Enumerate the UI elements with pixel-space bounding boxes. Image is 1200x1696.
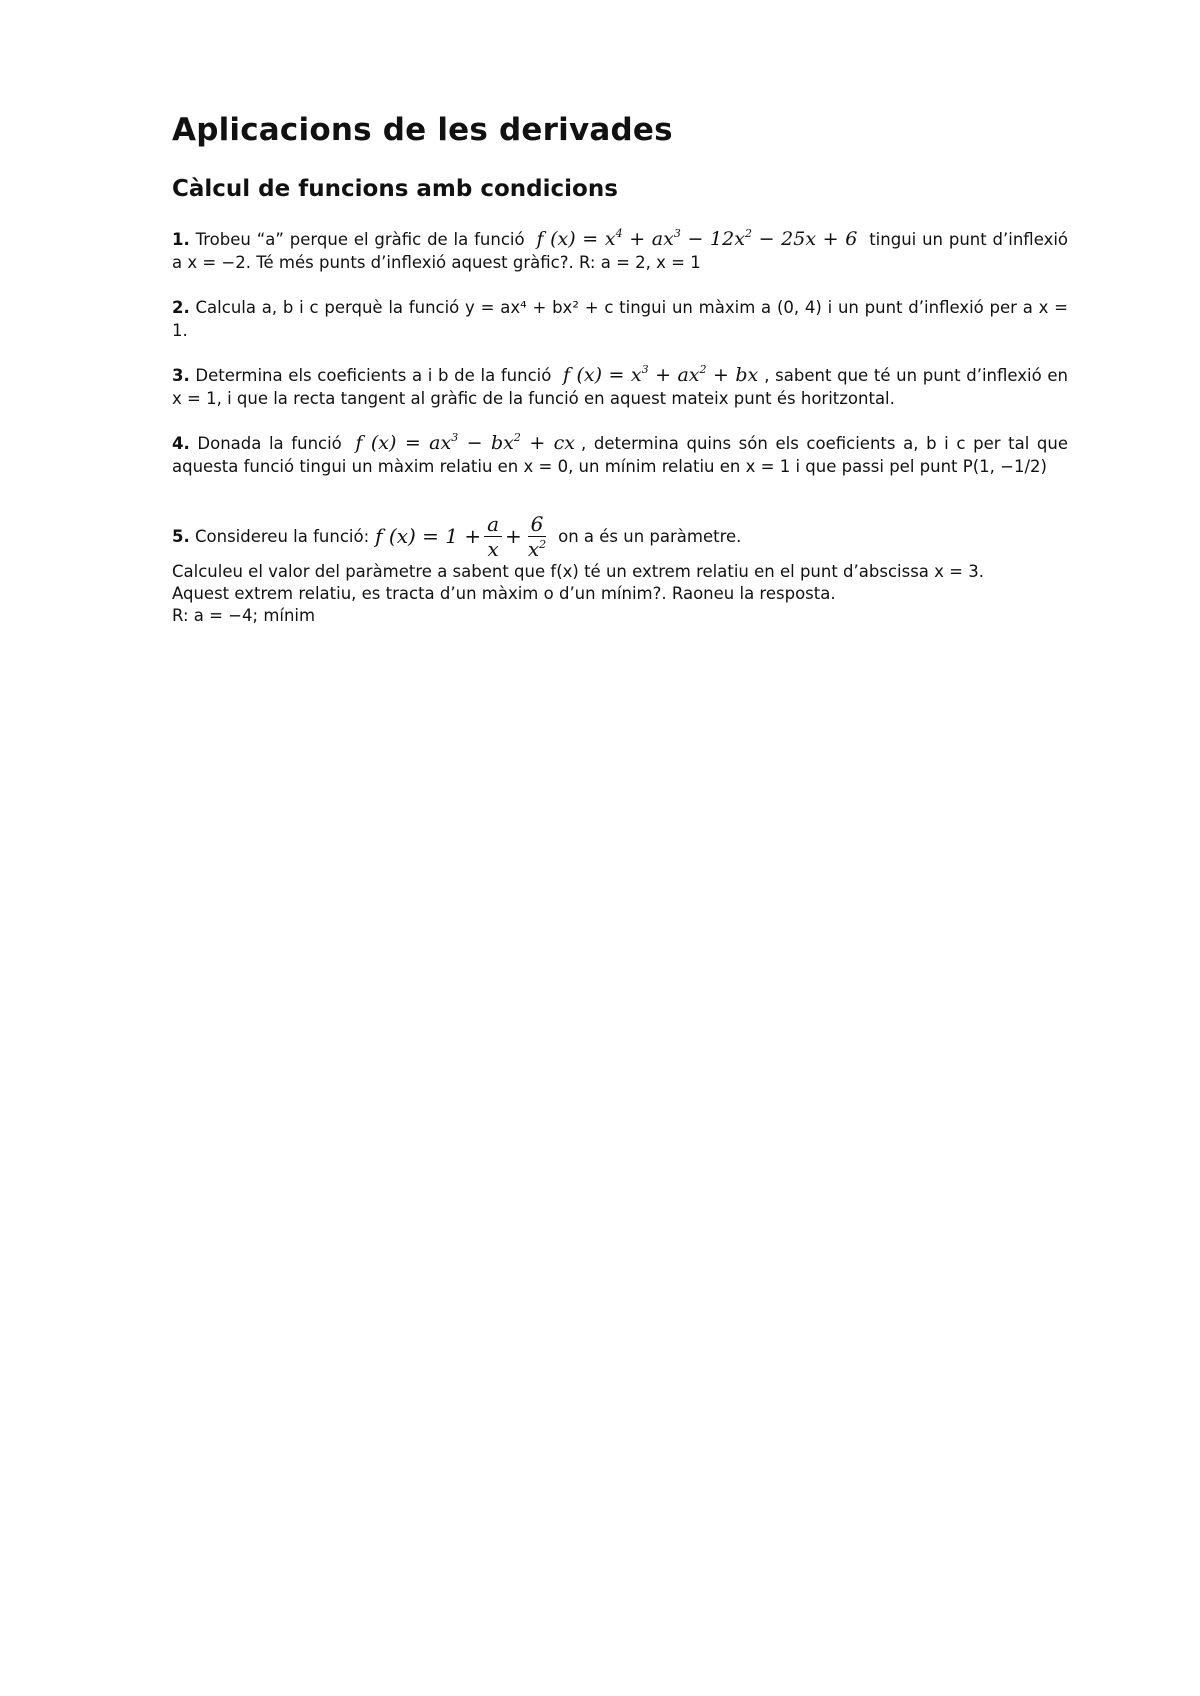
problem-text: Determina els coeficients a i b de la funció (195, 366, 552, 385)
problem-5-line-2: Aquest extrem relatiu, es tracta d’un màxim o d’un mínim?. Raoneu la resposta. (172, 584, 836, 603)
problem-number: 3. (172, 366, 190, 385)
problem-5-line-1: Calculeu el valor del paràmetre a sabent que f(x) té un extrem relatiu en el punt d’abscissa x = 3. (172, 562, 984, 581)
problem-2 (172, 296, 1068, 342)
page-title: Aplicacions de les derivades (172, 112, 673, 148)
section-subtitle: Càlcul de funcions amb condicions (172, 176, 618, 202)
formula: f (x) = 1 + $\frac{a}{x}$ + $\frac{6}{x^2}$ (369, 512, 558, 561)
problem-5 (172, 512, 1068, 561)
problem-number: 5. (172, 527, 190, 546)
problem-text: Donada la funció (197, 434, 342, 453)
problem-text: , sabent que té un punt d’inflexió en x = 1, i que la recta tangent al gràfic de la funció en aquest mateix punt és horitzontal. (172, 366, 1068, 408)
problem-number: 4. (172, 434, 190, 453)
problem-5-answer: R: a = −4; mínim (172, 606, 316, 625)
fraction-6-over-x2: $\frac{6}{x^2}$ (527, 512, 547, 561)
problem-text: Considereu la funció: (195, 527, 370, 546)
fraction-a-over-x: $\frac{a}{x}$ (484, 512, 502, 561)
formula: f $(x) = x^3 + ax^2$ + bx (563, 363, 759, 386)
problem-number: 1. (172, 230, 190, 249)
problem-1 (172, 228, 1068, 274)
problem-3 (172, 364, 1068, 410)
problem-text: Trobeu “a” perque el gràfic de la funció (195, 230, 525, 249)
formula: f $(x) = ax^3 - bx^2$ + cx (355, 431, 576, 454)
problem-4 (172, 432, 1068, 478)
problem-text: tingui un punt d’inflexió a x = −2. Té més punts d’inflexió aquest gràfic?. R: a = 2, x = 1 (172, 230, 1069, 272)
problem-text: Calcula a, b i c perquè la funció y = ax⁴ + bx² + c tingui un màxim a (0, 4) i un punt d’inflexió per a x = 1. (172, 298, 1068, 340)
problem-number: 2. (172, 298, 190, 317)
document-page (172, 112, 1068, 627)
formula: f $(x) = x^4 + ax^3 - 12x^2 - 25x + 6$ (536, 227, 858, 250)
problem-text: , determina quins són els coeficients a, b i c per tal que aquesta funció tingui un màxim relatiu en x = 0, un mínim relatiu en x = 1 i que passi pel punt P(1, −1/2) (172, 434, 1069, 476)
problem-text: on a és un paràmetre. (558, 527, 742, 546)
